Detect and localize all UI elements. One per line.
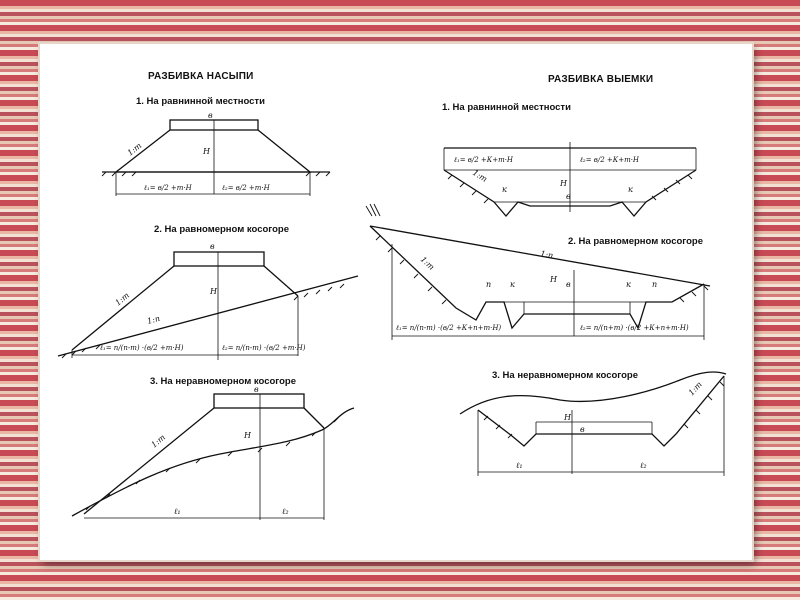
emb-c2-f1: ℓ₁= n/(n-m) ·(в/2 +m·H)	[100, 344, 184, 352]
cut-c1-f2: ℓ₂= в/2 +К+m·H	[580, 156, 640, 164]
cut-c3-l2: ℓ₂	[640, 461, 647, 470]
cut-title: РАЗБИВКА ВЫЕМКИ	[548, 74, 654, 85]
emb-c2-slope2: 1:n	[146, 313, 162, 326]
emb-c2-b: в	[210, 242, 215, 251]
cut-c1-h: Н	[560, 179, 567, 188]
cut-c2-f2: ℓ₂= n/(n+m) ·(в/2 +К+n+m·H)	[580, 324, 689, 332]
embankment-title: РАЗБИВКА НАСЫПИ	[148, 71, 254, 82]
emb-c3-l1: ℓ₁	[174, 507, 181, 516]
cut-c1-k1: к	[502, 185, 507, 194]
cut-c1-f1: ℓ₁= в/2 +К+m·H	[454, 156, 514, 164]
emb-c3-b: в	[254, 385, 259, 394]
cut-c3-drawing	[460, 372, 726, 476]
cut-c3-title: 3. На неравномерном косогоре	[492, 370, 639, 381]
emb-c1-drawing	[102, 120, 330, 196]
cut-c2-k2: к	[626, 280, 631, 289]
emb-c3-h: Н	[244, 431, 251, 440]
cut-c2-slope2: 1:n	[539, 249, 554, 261]
emb-c1-f1: ℓ₁= в/2 +m·H	[144, 184, 192, 192]
emb-c1-f2: ℓ₂= в/2 +m·H	[222, 184, 270, 192]
cut-c1-b: в	[566, 192, 571, 201]
cut-c2-h: Н	[550, 275, 557, 284]
cut-c2-slope: 1:m	[418, 254, 437, 272]
cut-c3-h: Н	[564, 413, 571, 422]
cut-c2-f1: ℓ₁= n/(n-m) ·(в/2 +К+n+m·H)	[396, 324, 502, 332]
emb-c3-l2: ℓ₂	[282, 507, 289, 516]
emb-c1-h: Н	[203, 147, 210, 156]
emb-c2-f2: ℓ₂= n/(n-m) ·(в/2 +m·H)	[222, 344, 306, 352]
emb-c1-title: 1. На равнинной местности	[136, 96, 265, 107]
emb-c2-title: 2. На равномерном косогоре	[154, 224, 289, 235]
cut-c2-title: 2. На равномерном косогоре	[568, 236, 703, 247]
emb-c2-slope: 1:m	[113, 290, 132, 308]
cut-c2-k1: к	[510, 280, 515, 289]
emb-c1-slope: 1:m	[125, 141, 144, 158]
cut-c2-b: в	[566, 280, 571, 289]
cut-c1-title: 1. На равнинной местности	[442, 102, 571, 113]
cut-c1-k2: к	[628, 185, 633, 194]
cut-c1-slope: 1:m	[470, 168, 489, 184]
emb-c2-h: Н	[210, 287, 217, 296]
cut-c2-p2: п	[652, 280, 658, 289]
cut-c3-b: в	[580, 425, 585, 434]
emb-c3-slope: 1:m	[149, 432, 168, 450]
emb-c1-b: в	[208, 111, 213, 120]
cut-c3-slope: 1:m	[686, 379, 704, 398]
emb-c3-title: 3. На неравномерном косогоре	[150, 376, 297, 387]
slide-frame	[40, 44, 752, 560]
construction-diagram	[40, 44, 752, 560]
emb-c3-drawing	[72, 394, 354, 520]
cut-c2-p1: п	[486, 280, 492, 289]
cut-c3-l1: ℓ₁	[516, 461, 523, 470]
cut-c2-drawing	[366, 204, 710, 340]
